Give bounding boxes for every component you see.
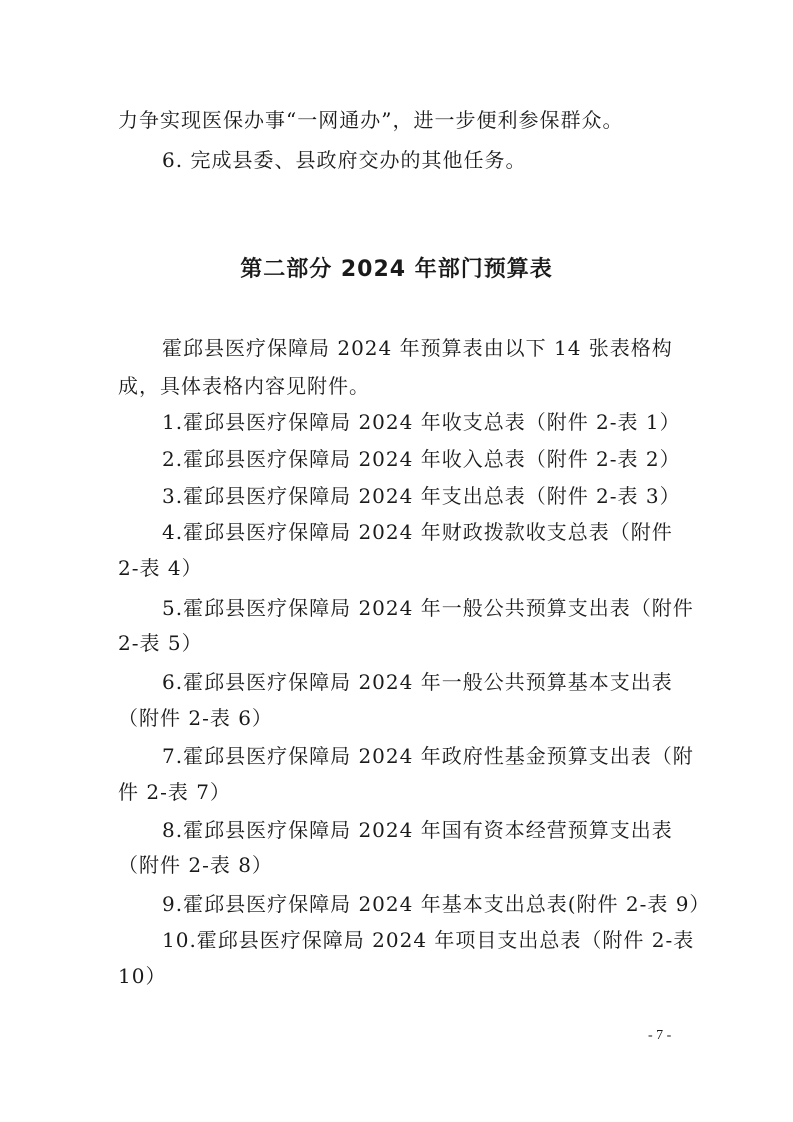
list-item-7: 7.霍邱县医疗保障局 2024 年政府性基金预算支出表（附	[162, 744, 694, 768]
list-item-7-continuation: 件 2-表 7）	[118, 780, 231, 804]
list-item-9: 9.霍邱县医疗保障局 2024 年基本支出总表(附件 2-表 9）	[162, 892, 711, 916]
list-item-4-continuation: 2-表 4）	[118, 556, 203, 580]
list-item-8-continuation: （附件 2-表 8）	[118, 853, 273, 877]
list-item-1: 1.霍邱县医疗保障局 2024 年收支总表（附件 2-表 1）	[162, 410, 681, 434]
summary-text-line-2: 成，具体表格内容见附件。	[118, 374, 370, 398]
intro-text-line-1: 力争实现医保办事“一网通办”，进一步便利参保群众。	[118, 108, 624, 132]
list-item-5-continuation: 2-表 5）	[118, 631, 203, 655]
list-item-3: 3.霍邱县医疗保障局 2024 年支出总表（附件 2-表 3）	[162, 484, 681, 508]
list-item-10: 10.霍邱县医疗保障局 2024 年项目支出总表（附件 2-表	[162, 928, 695, 952]
list-item-8: 8.霍邱县医疗保障局 2024 年国有资本经营预算支出表	[162, 818, 673, 842]
list-item-10-continuation: 10）	[118, 964, 167, 988]
summary-text-line-1: 霍邱县医疗保障局 2024 年预算表由以下 14 张表格构	[162, 336, 673, 360]
list-item-6: 6.霍邱县医疗保障局 2024 年一般公共预算基本支出表	[162, 670, 673, 694]
list-item-5: 5.霍邱县医疗保障局 2024 年一般公共预算支出表（附件	[162, 596, 694, 620]
list-item-4: 4.霍邱县医疗保障局 2024 年财政拨款收支总表（附件	[162, 520, 673, 544]
page-number: - 7 -	[648, 1028, 672, 1043]
list-item-6-continuation: （附件 2-表 6）	[118, 706, 273, 730]
list-item-2: 2.霍邱县医疗保障局 2024 年收入总表（附件 2-表 2）	[162, 447, 681, 471]
section-heading: 第二部分 2024 年部门预算表	[240, 257, 553, 282]
intro-text-line-2: 6. 完成县委、县政府交办的其他任务。	[162, 148, 527, 172]
